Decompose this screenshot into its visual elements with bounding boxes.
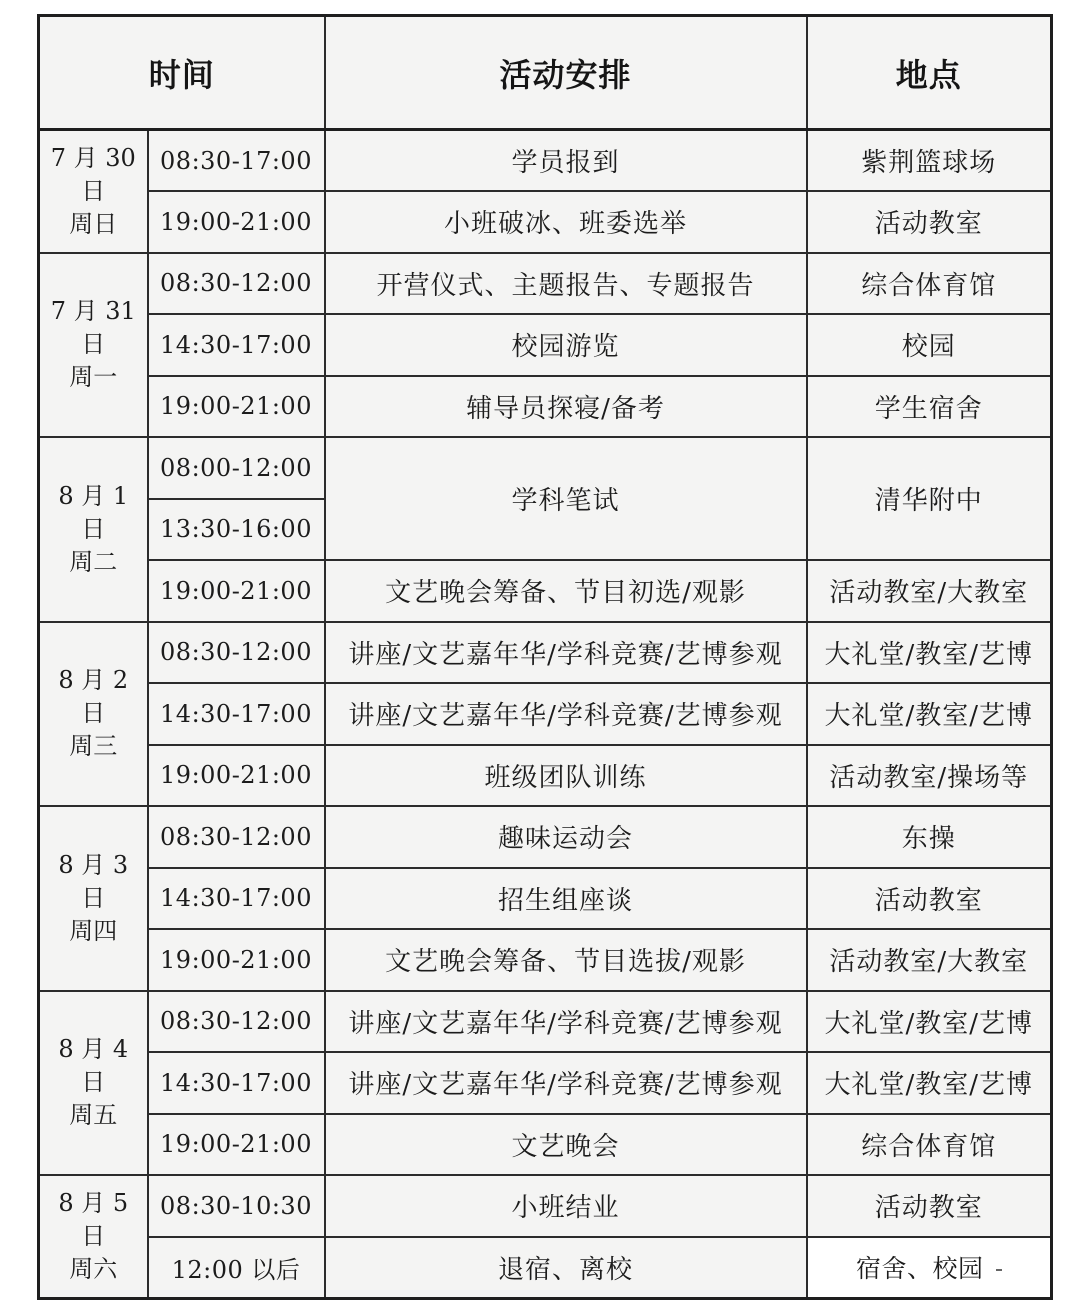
- date-line: 日: [81, 883, 106, 912]
- time-cell: 14:30-17:00: [148, 683, 325, 745]
- table-row: [39, 929, 1052, 991]
- location-cell: 活动教室: [807, 868, 1052, 930]
- table-row: [39, 560, 1052, 622]
- date-line: 周日: [69, 209, 118, 238]
- time-cell: 08:30-17:00: [148, 130, 325, 192]
- date-line: 周一: [69, 363, 118, 392]
- location-cell: 校园: [807, 314, 1052, 376]
- date-cell: [39, 253, 148, 438]
- time-cell: 19:00-21:00: [148, 191, 325, 253]
- location-cell: 活动教室: [807, 191, 1052, 253]
- date-line: 8 月 2: [58, 666, 129, 695]
- activity-cell: 小班结业: [325, 1175, 807, 1237]
- header-time: 时间: [39, 16, 325, 130]
- time-cell: 08:30-12:00: [148, 622, 325, 684]
- time-cell: 19:00-21:00: [148, 1114, 325, 1176]
- table-row: [39, 253, 1052, 315]
- activity-cell: 讲座/文艺嘉年华/学科竞赛/艺博参观: [325, 622, 807, 684]
- table-row: [39, 1114, 1052, 1176]
- date-line: 周五: [69, 1101, 118, 1130]
- location-text: 宿舍、校园: [856, 1254, 984, 1283]
- activity-cell: 招生组座谈: [325, 868, 807, 930]
- location-cell: 大礼堂/教室/艺博: [807, 683, 1052, 745]
- table-row: [39, 130, 1052, 192]
- date-cell: [39, 622, 148, 807]
- activity-cell: 讲座/文艺嘉年华/学科竞赛/艺博参观: [325, 683, 807, 745]
- activity-cell: 辅导员探寝/备考: [325, 376, 807, 438]
- header-activity: 活动安排: [325, 16, 807, 130]
- table-row: [39, 1175, 1052, 1237]
- activity-cell: 学员报到: [325, 130, 807, 192]
- date-line: 周二: [69, 547, 118, 576]
- date-line: 周四: [69, 916, 118, 945]
- table-row: [39, 1237, 1052, 1299]
- time-cell: 08:30-12:00: [148, 991, 325, 1053]
- date-cell: [39, 806, 148, 991]
- activity-cell: 开营仪式、主题报告、专题报告: [325, 253, 807, 315]
- date-line: 日: [81, 176, 106, 205]
- activity-cell: 讲座/文艺嘉年华/学科竞赛/艺博参观: [325, 991, 807, 1053]
- location-cell: 活动教室: [807, 1175, 1052, 1237]
- table-row: [39, 745, 1052, 807]
- header-row: [39, 16, 1052, 130]
- location-cell: 综合体育馆: [807, 1114, 1052, 1176]
- time-cell: 14:30-17:00: [148, 314, 325, 376]
- location-cell: 学生宿舍: [807, 376, 1052, 438]
- table-row: [39, 806, 1052, 868]
- activity-cell: 文艺晚会筹备、节目选拔/观影: [325, 929, 807, 991]
- date-cell: [39, 130, 148, 253]
- activity-cell: 班级团队训练: [325, 745, 807, 807]
- date-line: 日: [81, 1221, 106, 1250]
- activity-cell: 文艺晚会筹备、节目初选/观影: [325, 560, 807, 622]
- date-line: 8 月 1: [58, 481, 129, 510]
- location-cell: 大礼堂/教室/艺博: [807, 622, 1052, 684]
- location-cell: 紫荆篮球场: [807, 130, 1052, 192]
- date-line: 周三: [69, 732, 118, 761]
- activity-cell: 趣味运动会: [325, 806, 807, 868]
- table-row: [39, 868, 1052, 930]
- time-cell: 08:30-12:00: [148, 806, 325, 868]
- date-line: 周六: [69, 1254, 118, 1283]
- time-cell: 19:00-21:00: [148, 929, 325, 991]
- date-line: 日: [81, 1068, 106, 1097]
- location-cell: [807, 1237, 1052, 1299]
- date-line: 日: [81, 514, 106, 543]
- activity-cell: 退宿、离校: [325, 1237, 807, 1299]
- location-cell: 清华附中: [807, 437, 1052, 560]
- activity-cell: 小班破冰、班委选举: [325, 191, 807, 253]
- time-cell: 19:00-21:00: [148, 745, 325, 807]
- time-cell: 12:00 以后: [148, 1237, 325, 1299]
- time-cell: 08:00-12:00: [148, 437, 325, 499]
- table-row: [39, 622, 1052, 684]
- table-row: [39, 376, 1052, 438]
- location-cell: 大礼堂/教室/艺博: [807, 991, 1052, 1053]
- time-cell: 14:30-17:00: [148, 1052, 325, 1114]
- activity-cell: 文艺晚会: [325, 1114, 807, 1176]
- location-cell: 大礼堂/教室/艺博: [807, 1052, 1052, 1114]
- time-cell: 08:30-12:00: [148, 253, 325, 315]
- activity-cell: 讲座/文艺嘉年华/学科竞赛/艺博参观: [325, 1052, 807, 1114]
- activity-cell: 校园游览: [325, 314, 807, 376]
- date-line: 7 月 30: [50, 143, 136, 172]
- table-row: [39, 437, 1052, 499]
- date-cell: [39, 437, 148, 622]
- location-cell: 活动教室/大教室: [807, 929, 1052, 991]
- table-row: [39, 683, 1052, 745]
- date-line: 日: [81, 699, 106, 728]
- time-cell: 08:30-10:30: [148, 1175, 325, 1237]
- location-cell: 综合体育馆: [807, 253, 1052, 315]
- location-cell: 活动教室/大教室: [807, 560, 1052, 622]
- date-cell: [39, 1175, 148, 1298]
- table-row: [39, 314, 1052, 376]
- schedule-table: [37, 14, 1053, 1300]
- time-cell: 13:30-16:00: [148, 499, 325, 561]
- date-cell: [39, 991, 148, 1176]
- edit-mark: [996, 1269, 1002, 1271]
- time-cell: 14:30-17:00: [148, 868, 325, 930]
- location-cell: 活动教室/操场等: [807, 745, 1052, 807]
- date-line: 日: [81, 330, 106, 359]
- table-row: [39, 1052, 1052, 1114]
- header-location: 地点: [807, 16, 1052, 130]
- date-line: 7 月 31: [50, 297, 136, 326]
- location-cell: 东操: [807, 806, 1052, 868]
- table-row: [39, 991, 1052, 1053]
- activity-cell: 学科笔试: [325, 437, 807, 560]
- date-line: 8 月 4: [58, 1035, 129, 1064]
- time-cell: 19:00-21:00: [148, 376, 325, 438]
- time-cell: 19:00-21:00: [148, 560, 325, 622]
- date-line: 8 月 5: [58, 1188, 129, 1217]
- date-line: 8 月 3: [58, 850, 129, 879]
- table-row: [39, 191, 1052, 253]
